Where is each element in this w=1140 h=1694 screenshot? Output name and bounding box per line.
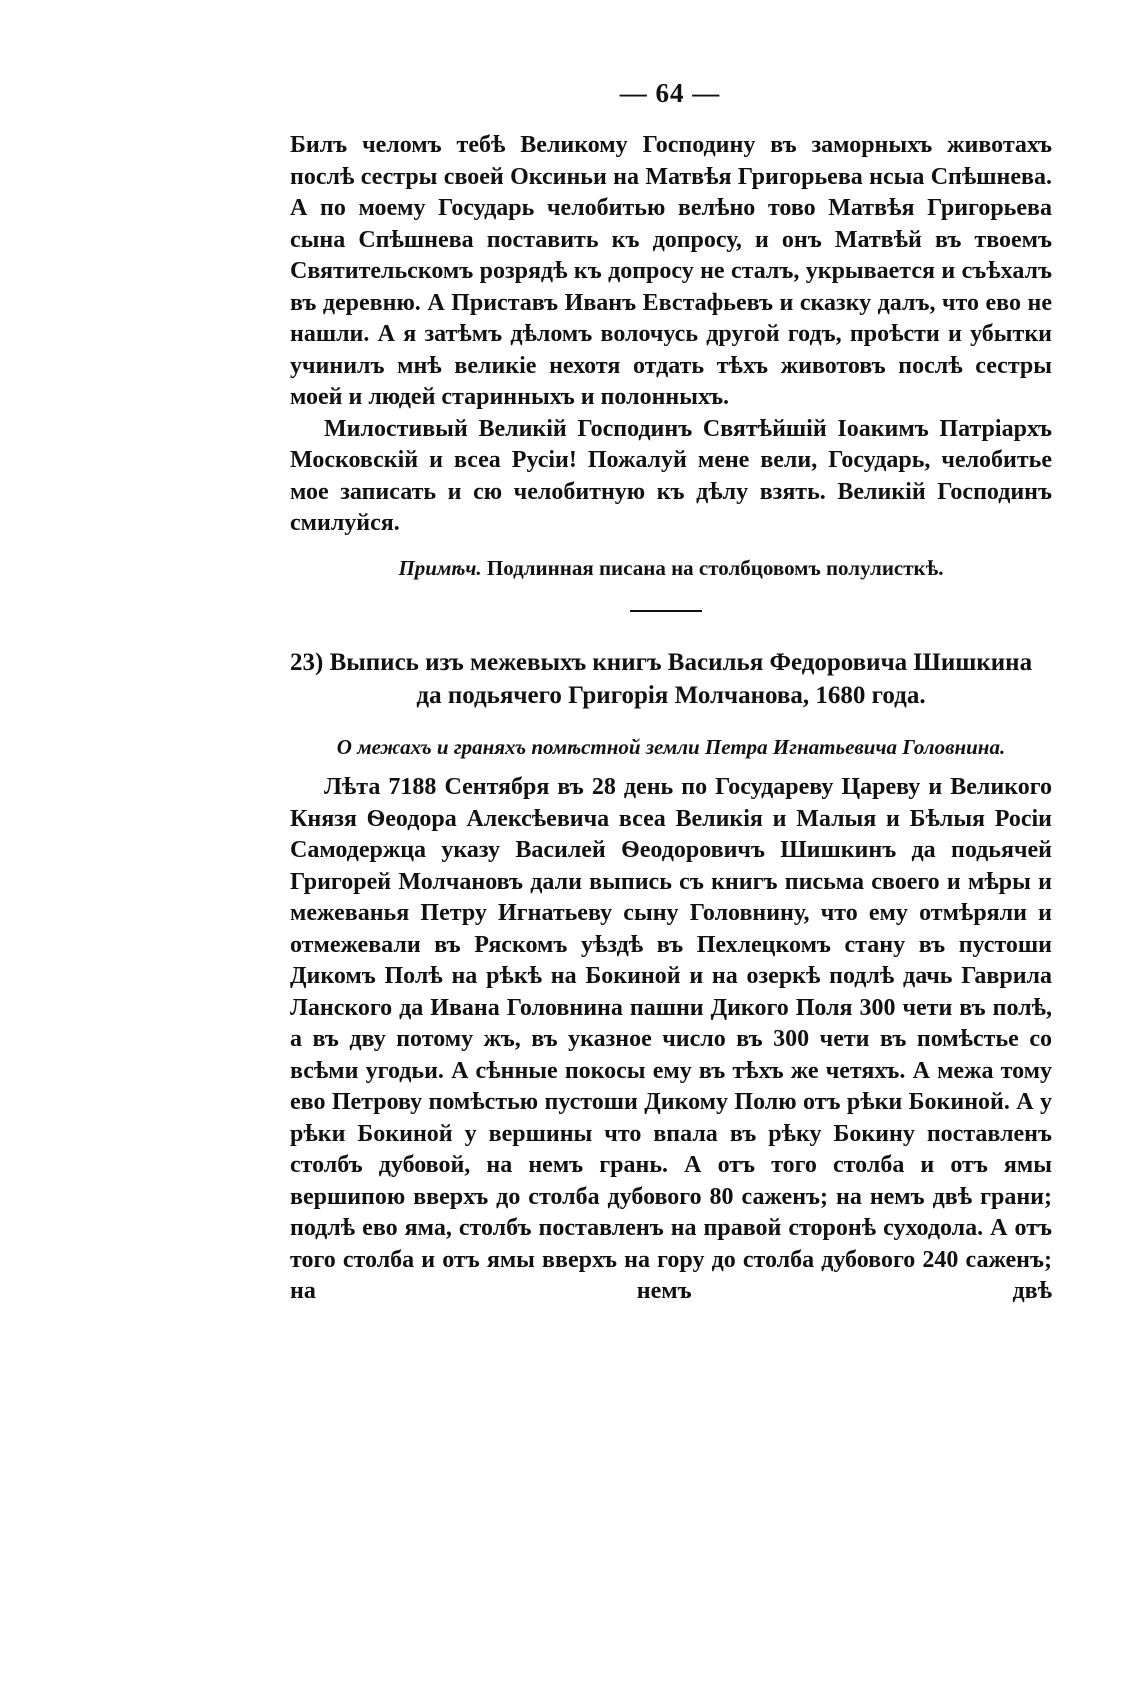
- section-divider: [630, 610, 702, 612]
- footnote: [290, 556, 1052, 581]
- petition-text-block: [290, 130, 1052, 540]
- paragraph-petition-body: Билъ челомъ тебѣ Великому Господину въ заморныхъ животахъ послѣ сестры своей Оксиньи на Матвѣя Григорьева нсыа Спѣшнева. А по моему Государь челобитью велѣно тово Матвѣя Григорьева сына Спѣшнева поставить къ допросу, и онъ Матвѣй въ твоемъ Святительскомъ розрядѣ къ допросу не сталъ, укрывается и съѣхалъ въ деревню. А Приставъ Иванъ Евстафьевъ и сказку далъ, что ево не нашли. А я затѣмъ дѣломъ волочусь другой годъ, проѣсти и убытки учинилъ мнѣ великіе нехотя отдать тѣхъ животовъ послѣ сестры моей и людей старинныхъ и полонныхъ.: [290, 132, 1052, 410]
- section-heading-line1: 23) Выпись изъ межевыхъ книгъ Василья Федоровича Шишкина: [290, 649, 1033, 676]
- footnote-text: Подлинная писана на столбцовомъ полулисткѣ.: [486, 556, 944, 580]
- section-heading-line2: да подьячего Григорія Молчанова, 1680 года.: [416, 682, 926, 709]
- page-number: — 64 —: [619, 78, 721, 108]
- section-heading-block: [290, 646, 1052, 712]
- survey-text-block: [290, 772, 1052, 1308]
- footnote-block: [290, 556, 1052, 581]
- footnote-label: Примѣч.: [398, 556, 482, 580]
- section-heading: [290, 646, 1052, 712]
- subheading-block: [290, 735, 1052, 760]
- paragraph-petition-closing: Милостивый Великій Господинъ Святѣйшій Іоакимъ Патріархъ Московскій и всеа Русіи! Пожалуй мене вели, Государь, челобитье мое записать и сю челобитную къ дѣлу взять. Великій Господинъ смилуйся.: [290, 415, 1052, 536]
- paragraph-survey-record: Лѣта 7188 Сентября въ 28 день по Государеву Цареву и Великого Князя Ѳеодора Алексѣевича всеа Великія и Малыя и Бѣлыя Росіи Самодержца указу Василей Ѳеодоровичъ Шишкинъ да подьячей Григорей Молчановъ дали выпись съ книгъ письма своего и мѣры и межеванья Петру Игнатьеву сыну Головнину, что ему отмѣряли и отмежевали въ Ряскомъ уѣздѣ въ Пехлецкомъ стану въ пустоши Дикомъ Полѣ на рѣкѣ на Бокиной и на озеркѣ подлѣ дачь Гаврила Ланского да Ивана Головнина пашни Дикого Поля 300 чети въ полѣ, а въ дву потому жъ, въ указное число въ 300 чети въ помѣстье со всѣми угодьи. А сѣнные покосы ему въ тѣхъ же четяхъ. А межа тому ево Петрову помѣстью пустоши Дикому Полю отъ рѣки Бокиной. А у рѣки Бокиной у вершины что впала въ рѣку Бокину поставленъ столбъ дубовой, на немъ грань. А отъ того столба и отъ ямы вершипою вверхъ до столба дубового 80 саженъ; на немъ двѣ грани; подлѣ ево яма, столбъ поставленъ на правой сторонѣ суходола. А отъ того столба и отъ ямы вверхъ на гору до столба дубового 240 саженъ; на немъ двѣ: [290, 774, 1052, 1304]
- section-subheading: О межахъ и граняхъ помѣстной земли Петра Игнатьевича Головнина.: [336, 735, 1006, 759]
